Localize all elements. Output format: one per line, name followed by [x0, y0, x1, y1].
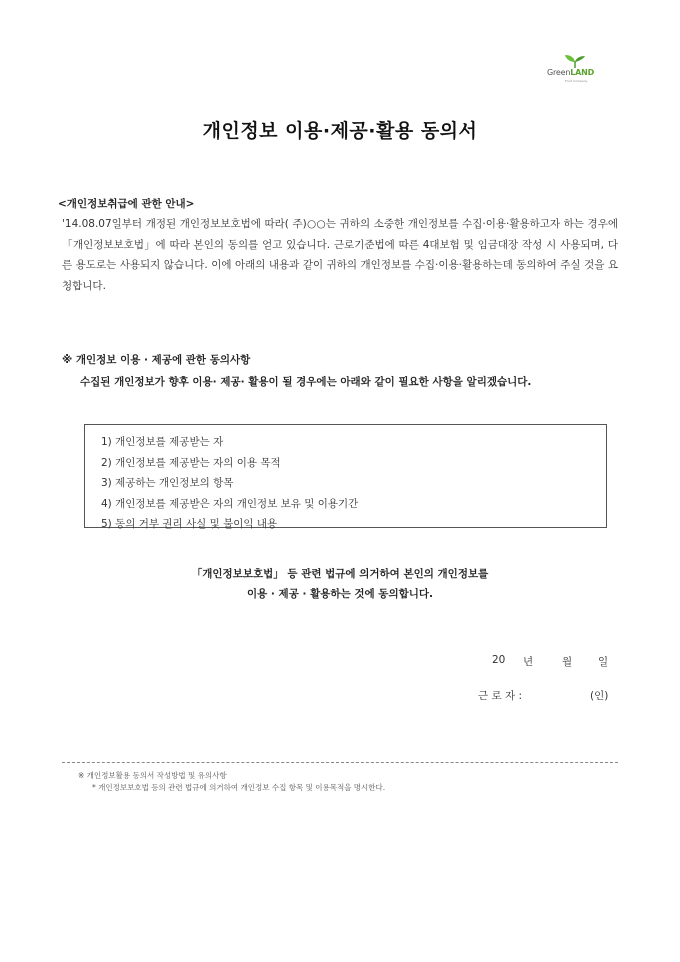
sprout-icon: [564, 54, 586, 68]
consent-items-intro: 수집된 개인정보가 향후 이용· 제공· 활용이 될 경우에는 아래와 같이 필요한 사항을 알리겠습니다.: [80, 376, 532, 388]
consent-statement-line2: 이용 · 제공 · 활용하는 것에 동의합니다.: [246, 588, 434, 600]
date-month-label: 월: [562, 656, 573, 668]
guide-body: '14.08.07일부터 개정된 개인정보보호법에 따라( 주)○○는 귀하의 소중한 개인정보를 수집·이용·활용하고자 하는 경우에 「개인정보보호법」에 따라 본인의 동의를 얻고 있습니다. 근로기준법에 따른 4대보험 및 임금대장 작성 시 사용되며, 다른 용도로는 사용되지 않습니다. 이에 아래의 내용과 같이 귀하의 개인정보를 수집·이용·활용하는데 동의하여 주실 것을 요청합니다.: [62, 218, 618, 292]
worker-label: 근 로 자 :: [478, 690, 522, 702]
footnote-divider: [62, 762, 618, 763]
date-day-label: 일: [598, 656, 609, 668]
logo-wordmark: [547, 68, 594, 77]
list-item: 3) 제공하는 개인정보의 항목: [101, 477, 234, 489]
consent-items-list: [85, 425, 606, 535]
date-year-label: 년: [523, 656, 534, 668]
list-item: 5) 동의 거부 권리 사실 및 불이익 내용: [101, 518, 278, 530]
consent-items-heading: ※ 개인정보 이용 · 제공에 관한 동의사항: [62, 354, 251, 366]
list-item: 1) 개인정보를 제공받는 자: [101, 436, 224, 448]
footnote-body: * 개인정보보호법 등의 관련 법규에 의거하여 개인정보 수집 항목 및 이용목적을 명시한다.: [92, 783, 386, 792]
logo-green-text: Green: [547, 68, 571, 77]
date-year-prefix: 20: [492, 654, 506, 666]
consent-statement-line1: 「개인정보보호법」 등 관련 법규에 의거하여 본인의 개인정보를: [191, 568, 489, 580]
footnote-title: ※ 개인정보활용 동의서 작성방법 및 유의사항: [78, 771, 227, 780]
seal-label: (인): [590, 690, 609, 702]
guide-heading: <개인정보취급에 관한 안내>: [58, 198, 195, 210]
logo-land-text: LAND: [570, 68, 595, 77]
logo-subtext: Food Company: [565, 79, 588, 83]
consent-items-box: [84, 424, 607, 528]
list-item: 4) 개인정보를 제공받은 자의 개인정보 보유 및 이용기간: [101, 497, 359, 510]
list-item: 2) 개인정보를 제공받는 자의 이용 목적: [101, 456, 281, 469]
document-title: 개인정보 이용·제공·활용 동의서: [202, 120, 478, 142]
company-logo: [547, 54, 609, 90]
